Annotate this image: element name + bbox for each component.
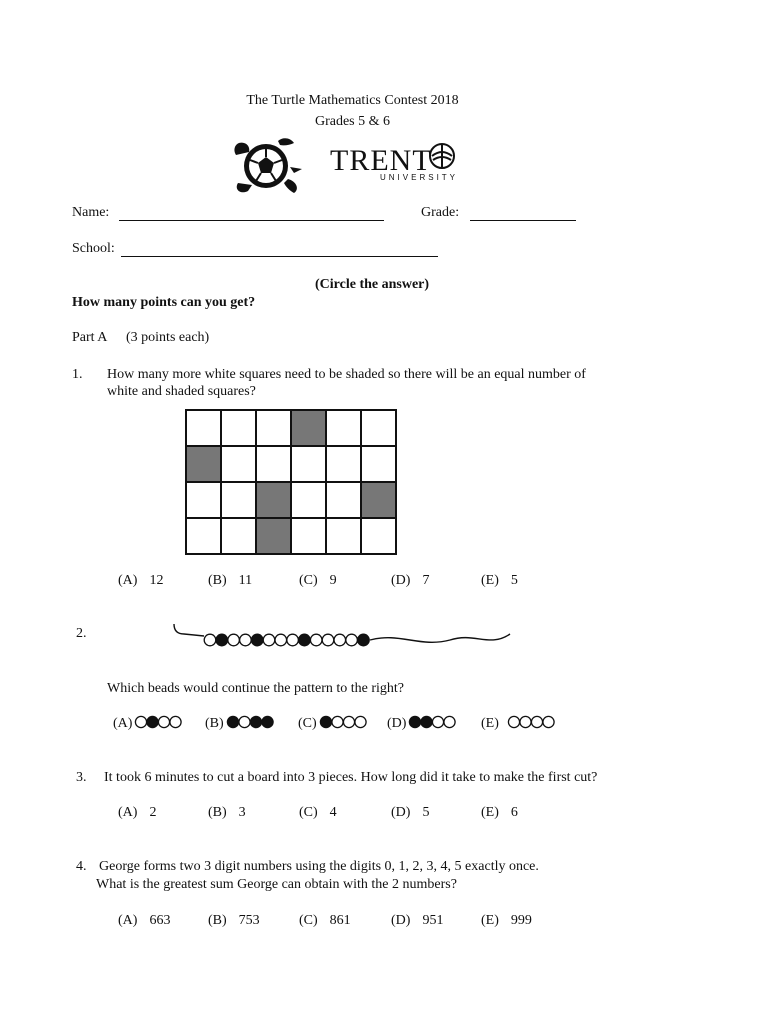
grid-square-shaded (291, 410, 326, 446)
bead-black (358, 634, 370, 646)
bead-black (250, 716, 261, 727)
q2-question: Which beads would continue the pattern to the right? (107, 681, 405, 696)
bead-white (263, 634, 275, 646)
grid-square-shaded (256, 518, 291, 554)
bead-black (262, 716, 273, 727)
q3-choice-c[interactable] (299, 805, 337, 821)
q2-number: 2. (76, 626, 87, 641)
choice-value: 5 (422, 805, 430, 820)
school-field[interactable] (121, 256, 438, 257)
bead-white (239, 716, 250, 727)
bead-white (136, 716, 147, 727)
grid-row (186, 410, 396, 446)
choice-beads (408, 714, 458, 730)
bead-white (275, 634, 287, 646)
q1-choice-b[interactable] (208, 573, 252, 589)
choice-letter: (B) (208, 573, 227, 588)
choice-letter: (A) (118, 573, 138, 588)
q1-square-grid (185, 409, 397, 555)
grid-square-white (291, 482, 326, 518)
choice-letter: (A) (118, 805, 138, 820)
choice-value: 999 (510, 913, 532, 928)
q3-choice-a[interactable] (118, 805, 156, 821)
choice-beads (319, 714, 369, 730)
q3-text: It took 6 minutes to cut a board into 3 pieces. How long did it take to make the first cut? (104, 770, 598, 785)
circle-instruction: (Circle the answer) (315, 277, 430, 292)
grid-square-shaded (256, 482, 291, 518)
bead-white (444, 716, 455, 727)
choice-letter: (E) (481, 913, 499, 928)
grid-square-white (256, 410, 291, 446)
choice-letter: (E) (481, 573, 499, 588)
q4-text-line2: What is the greatest sum George can obtain with the 2 numbers? (96, 877, 457, 892)
q4-number: 4. (76, 859, 87, 874)
choice-letter: (D) (391, 573, 411, 588)
choice-value: 9 (329, 573, 337, 588)
choice-letter: (C) (299, 913, 318, 928)
bead-white (433, 716, 444, 727)
q4-text-line1: George forms two 3 digit numbers using the digits 0, 1, 2, 3, 4, 5 exactly once. (99, 859, 539, 874)
q1-choice-a[interactable] (118, 573, 163, 589)
bead-black (227, 716, 238, 727)
bead-black (251, 634, 263, 646)
q4-choice-c[interactable] (299, 913, 351, 929)
grid-square-white (326, 518, 361, 554)
choice-letter: (B) (208, 913, 227, 928)
bead-white (332, 716, 343, 727)
choice-value: 861 (329, 913, 351, 928)
grid-square-white (186, 518, 221, 554)
choice-letter: (A) (118, 913, 138, 928)
choice-letter: (D) (391, 805, 411, 820)
bead-black (421, 716, 432, 727)
choice-value: 5 (510, 573, 518, 588)
choice-letter: (B) (208, 805, 227, 820)
name-label: Name: (72, 205, 110, 220)
q4-choice-a[interactable] (118, 913, 170, 929)
q2-choice-c[interactable] (298, 714, 369, 732)
choice-letter: (E) (481, 805, 499, 820)
turtle-logo-icon (230, 133, 302, 199)
q1-choice-c[interactable] (299, 573, 337, 589)
grid-square-shaded (186, 446, 221, 482)
bead-white (310, 634, 322, 646)
grid-square-white (326, 446, 361, 482)
grid-square-white (326, 410, 361, 446)
choice-value: 951 (422, 913, 444, 928)
grid-square-white (221, 410, 256, 446)
school-label: School: (72, 241, 115, 256)
q3-choice-e[interactable] (481, 805, 518, 821)
choice-value: 753 (238, 913, 260, 928)
name-field[interactable] (119, 220, 384, 221)
q2-bead-string (170, 620, 515, 654)
bead-white (520, 716, 531, 727)
q2-choice-a[interactable] (113, 714, 184, 732)
bead-black (320, 716, 331, 727)
choice-letter: (E) (481, 716, 499, 731)
bead-white (355, 716, 366, 727)
grid-row (186, 446, 396, 482)
bead-white (240, 634, 252, 646)
choice-beads (134, 714, 184, 730)
bead-white (170, 716, 181, 727)
grid-square-white (291, 446, 326, 482)
q4-choice-d[interactable] (391, 913, 443, 929)
grid-square-white (361, 446, 396, 482)
grid-square-white (186, 482, 221, 518)
q4-choice-b[interactable] (208, 913, 260, 929)
contest-title: The Turtle Mathematics Contest 2018 (246, 93, 459, 108)
grid-square-white (221, 518, 256, 554)
choice-value: 11 (238, 573, 253, 588)
q3-choice-d[interactable] (391, 805, 429, 821)
bead-white (531, 716, 542, 727)
trent-logo-word: TRENT (330, 144, 432, 177)
grid-square-shaded (361, 482, 396, 518)
bead-white (322, 634, 334, 646)
trent-crest-icon (428, 142, 456, 170)
grid-square-white (256, 446, 291, 482)
bead-white (346, 634, 358, 646)
q3-choice-b[interactable] (208, 805, 246, 821)
choice-letter: (D) (391, 913, 411, 928)
choice-beads (226, 714, 276, 730)
q1-number: 1. (72, 367, 83, 382)
bead-white (287, 634, 299, 646)
part-a-label: Part A (72, 330, 108, 345)
bead-black (299, 634, 311, 646)
bead-white (159, 716, 170, 727)
bead-white (204, 634, 216, 646)
grid-row (186, 482, 396, 518)
choice-value: 7 (422, 573, 430, 588)
choice-value: 12 (149, 573, 164, 588)
grid-square-white (291, 518, 326, 554)
part-a-points: (3 points each) (126, 330, 210, 345)
q3-number: 3. (76, 770, 87, 785)
grid-square-white (326, 482, 361, 518)
q4-choice-e[interactable] (481, 913, 532, 929)
choice-value: 663 (149, 913, 171, 928)
choice-letter: (C) (299, 805, 318, 820)
points-heading: How many points can you get? (72, 295, 256, 310)
grid-square-white (221, 446, 256, 482)
grade-label: Grade: (421, 205, 460, 220)
contest-grades: Grades 5 & 6 (314, 114, 391, 129)
bead-white (343, 716, 354, 727)
choice-letter: (C) (298, 716, 317, 731)
q2-choice-e[interactable] (481, 714, 557, 732)
choice-letter: (B) (205, 716, 224, 731)
choice-letter: (C) (299, 573, 318, 588)
choice-value: 3 (238, 805, 246, 820)
choice-letter: (A) (113, 716, 133, 731)
q2-choice-d[interactable] (387, 714, 458, 732)
bead-white (334, 634, 346, 646)
q1-choice-d[interactable] (391, 573, 429, 589)
q1-text-line2: white and shaded squares? (107, 384, 256, 399)
bead-white (508, 716, 519, 727)
grid-square-white (361, 518, 396, 554)
choice-value: 4 (329, 805, 337, 820)
choice-beads (507, 714, 557, 730)
grid-square-white (361, 410, 396, 446)
bead-black (410, 716, 421, 727)
choice-letter: (D) (387, 716, 407, 731)
grid-square-white (186, 410, 221, 446)
bead-white (228, 634, 240, 646)
choice-value: 6 (510, 805, 518, 820)
q1-choice-e[interactable] (481, 573, 518, 589)
bead-black (216, 634, 228, 646)
grid-row (186, 518, 396, 554)
q1-text-line1: How many more white squares need to be shaded so there will be an equal number of (107, 367, 586, 382)
trent-logo-sub: UNIVERSITY (380, 173, 459, 182)
grid-square-white (221, 482, 256, 518)
q2-choice-b[interactable] (205, 714, 276, 732)
grade-field[interactable] (470, 220, 576, 221)
bead-black (147, 716, 158, 727)
choice-value: 2 (149, 805, 157, 820)
bead-white (543, 716, 554, 727)
